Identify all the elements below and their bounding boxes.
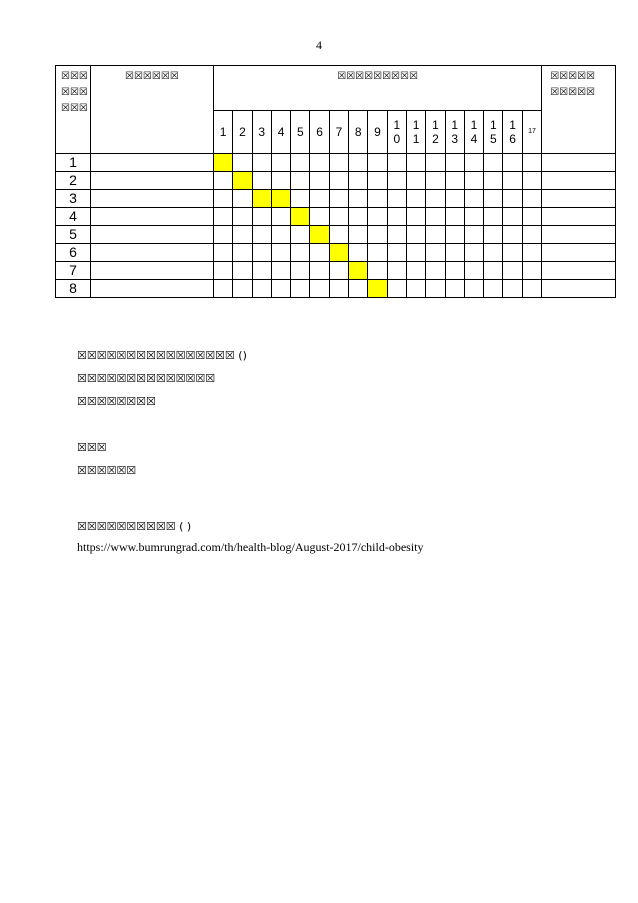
timeline-cell — [291, 280, 310, 298]
timeline-cell — [233, 154, 252, 172]
timeline-cell — [503, 172, 522, 190]
timeline-cell — [329, 208, 348, 226]
timeline-cell-filled — [310, 226, 329, 244]
section-1-line: ☒☒☒☒☒☒ — [77, 464, 137, 477]
header-responsible-line-1: ☒☒☒☒☒ — [550, 71, 596, 82]
timeline-cell — [503, 226, 522, 244]
timeline-cell — [484, 244, 503, 262]
row-number: 7 — [56, 262, 91, 280]
timeline-cell — [349, 226, 368, 244]
responsible-cell — [542, 226, 616, 244]
timeline-cell — [406, 208, 425, 226]
column-number-9: 9 — [368, 111, 387, 154]
column-number-digit: 6 — [509, 132, 516, 146]
column-number-digit: 1 — [470, 118, 478, 132]
timeline-cell — [445, 280, 464, 298]
timeline-cell — [271, 280, 290, 298]
activity-cell — [91, 280, 214, 298]
table-row — [56, 172, 616, 190]
timeline-cell — [233, 190, 252, 208]
row-number: 5 — [56, 226, 91, 244]
timeline-cell — [387, 154, 406, 172]
column-number-3: 3 — [252, 111, 271, 154]
timeline-cell — [484, 154, 503, 172]
timeline-cell — [503, 190, 522, 208]
responsible-cell — [542, 280, 616, 298]
header-responsible-line-2: ☒☒☒☒☒ — [550, 87, 596, 98]
timeline-cell — [271, 262, 290, 280]
header-order-line-1: ☒☒☒ — [61, 71, 88, 82]
table-row — [56, 208, 616, 226]
page-number: 4 — [316, 38, 322, 52]
timeline-cell — [252, 172, 271, 190]
activity-cell — [91, 172, 214, 190]
timeline-cell-filled — [349, 262, 368, 280]
timeline-cell — [426, 244, 445, 262]
column-number-10 — [387, 111, 406, 154]
timeline-cell — [503, 244, 522, 262]
timeline-cell — [233, 280, 252, 298]
column-number-5: 5 — [291, 111, 310, 154]
timeline-cell-filled — [252, 190, 271, 208]
section-1-line: ☒☒☒☒☒☒☒☒☒☒☒☒☒☒☒☒ () — [77, 349, 247, 362]
timeline-cell-filled — [368, 280, 387, 298]
activity-cell — [91, 226, 214, 244]
timeline-cell — [426, 154, 445, 172]
timeline-cell — [368, 262, 387, 280]
column-number-8: 8 — [349, 111, 368, 154]
timeline-cell — [329, 262, 348, 280]
column-number-17: 17 — [522, 111, 541, 154]
timeline-cell — [349, 154, 368, 172]
row-number: 6 — [56, 244, 91, 262]
timeline-cell — [310, 244, 329, 262]
column-number-11 — [406, 111, 425, 154]
timeline-cell — [310, 208, 329, 226]
column-number-13 — [445, 111, 464, 154]
timeline-cell — [426, 280, 445, 298]
responsible-cell — [542, 154, 616, 172]
timeline-cell — [406, 154, 425, 172]
responsible-cell — [542, 172, 616, 190]
timeline-cell — [464, 190, 483, 208]
column-number-digit: 2 — [432, 132, 439, 146]
timeline-cell — [349, 244, 368, 262]
table-row — [56, 190, 616, 208]
timeline-cell — [445, 208, 464, 226]
header-cell-responsible — [542, 66, 616, 154]
timeline-cell — [329, 172, 348, 190]
timeline-cell — [445, 154, 464, 172]
timeline-cell — [503, 280, 522, 298]
timeline-cell — [368, 190, 387, 208]
column-number-digit: 0 — [393, 132, 401, 146]
timeline-cell — [445, 226, 464, 244]
timeline-cell — [406, 172, 425, 190]
timeline-cell — [406, 262, 425, 280]
activity-cell — [91, 262, 214, 280]
header-activity-label: ☒☒☒☒☒☒ — [125, 71, 179, 82]
timeline-cell — [406, 244, 425, 262]
timeline-cell — [426, 172, 445, 190]
column-number-digit: 5 — [489, 132, 497, 146]
timeline-cell — [522, 208, 541, 226]
timeline-cell-filled — [233, 172, 252, 190]
timeline-cell — [464, 172, 483, 190]
timeline-cell — [291, 154, 310, 172]
timeline-cell — [445, 262, 464, 280]
timeline-cell — [426, 208, 445, 226]
timeline-cell — [445, 190, 464, 208]
timeline-cell — [503, 262, 522, 280]
column-number-digit: 4 — [470, 132, 478, 146]
timeline-cell-filled — [214, 154, 233, 172]
responsible-cell — [542, 262, 616, 280]
column-number-4: 4 — [271, 111, 290, 154]
timeline-cell — [329, 280, 348, 298]
reference-url[interactable]: https://www.bumrungrad.com/th/health-blog/August-2017/child-obesity — [77, 540, 424, 554]
timeline-cell — [387, 226, 406, 244]
timeline-cell — [368, 172, 387, 190]
timeline-cell — [271, 226, 290, 244]
column-number-digit: 1 — [412, 118, 420, 132]
header-cell-activity — [91, 66, 214, 154]
timeline-cell — [522, 262, 541, 280]
timeline-cell — [233, 226, 252, 244]
timeline-cell — [271, 172, 290, 190]
column-number-6: 6 — [310, 111, 329, 154]
timeline-cell — [464, 154, 483, 172]
timeline-cell — [406, 280, 425, 298]
timeline-cell — [522, 190, 541, 208]
timeline-cell — [387, 280, 406, 298]
timeline-cell — [368, 208, 387, 226]
timeline-cell — [522, 280, 541, 298]
row-number: 2 — [56, 172, 91, 190]
timeline-cell — [368, 154, 387, 172]
timeline-cell — [271, 208, 290, 226]
timeline-cell — [310, 280, 329, 298]
timeline-cell — [522, 172, 541, 190]
timeline-cell — [310, 262, 329, 280]
timeline-cell — [329, 154, 348, 172]
timeline-cell — [291, 244, 310, 262]
column-number-digit: 1 — [412, 132, 420, 146]
timeline-cell — [252, 244, 271, 262]
column-number-16 — [503, 111, 522, 154]
section-1-line: ☒☒☒☒☒☒☒☒ — [77, 395, 156, 408]
column-number-digit: 1 — [509, 118, 516, 132]
timeline-cell — [271, 244, 290, 262]
header-responsible-label — [550, 69, 595, 101]
timeline-cell — [406, 226, 425, 244]
timeline-cell — [387, 172, 406, 190]
reference-heading: ☒☒☒☒☒☒☒☒☒☒ ( ) — [77, 520, 192, 533]
section-1-line: ☒☒☒ — [77, 441, 107, 454]
timeline-cell — [214, 244, 233, 262]
timeline-cell — [522, 244, 541, 262]
timeline-cell — [349, 190, 368, 208]
timeline-cell — [291, 262, 310, 280]
table-row — [56, 226, 616, 244]
timeline-cell — [349, 208, 368, 226]
row-number: 8 — [56, 280, 91, 298]
timeline-cell — [252, 226, 271, 244]
section-2 — [77, 515, 191, 538]
timeline-cell — [426, 190, 445, 208]
column-number-14 — [464, 111, 483, 154]
timeline-cell — [252, 154, 271, 172]
row-number: 3 — [56, 190, 91, 208]
activity-cell — [91, 244, 214, 262]
section-1-line — [77, 413, 247, 436]
timeline-cell — [406, 190, 425, 208]
timeline-cell — [522, 154, 541, 172]
timeline-cell — [464, 262, 483, 280]
column-number-1: 1 — [214, 111, 233, 154]
timeline-cell — [368, 226, 387, 244]
column-number-digit: 1 — [432, 118, 439, 132]
timeline-cell — [464, 280, 483, 298]
timeline-cell — [252, 208, 271, 226]
timeline-cell — [233, 244, 252, 262]
timeline-cell — [503, 154, 522, 172]
header-order-label — [61, 69, 88, 117]
timeline-cell — [214, 262, 233, 280]
row-number: 1 — [56, 154, 91, 172]
timeline-cell — [484, 172, 503, 190]
timeline-cell — [484, 226, 503, 244]
timeline-cell — [349, 280, 368, 298]
timeline-cell — [387, 244, 406, 262]
timeline-cell — [445, 244, 464, 262]
header-order-line-3: ☒☒☒ — [61, 103, 88, 114]
column-number-digit: 1 — [451, 118, 459, 132]
timeline-cell — [252, 280, 271, 298]
timeline-cell — [464, 244, 483, 262]
timeline-cell — [522, 226, 541, 244]
timeline-cell — [426, 262, 445, 280]
timeline-cell-filled — [291, 208, 310, 226]
column-number-digit: 1 — [489, 118, 497, 132]
column-number-7: 7 — [329, 111, 348, 154]
timeline-cell — [310, 172, 329, 190]
timeline-cell — [503, 208, 522, 226]
timeline-cell — [214, 190, 233, 208]
timeline-cell — [387, 262, 406, 280]
table-row — [56, 262, 616, 280]
timeline-cell — [329, 226, 348, 244]
table-header-row — [56, 66, 616, 111]
timeline-cell — [484, 262, 503, 280]
timeline-cell — [291, 190, 310, 208]
table-row — [56, 154, 616, 172]
header-order-line-2: ☒☒☒ — [61, 87, 88, 98]
timeline-cell — [214, 172, 233, 190]
table-row — [56, 244, 616, 262]
timeline-cell — [291, 172, 310, 190]
activity-cell — [91, 190, 214, 208]
timeline-cell — [464, 208, 483, 226]
responsible-cell — [542, 244, 616, 262]
timeline-cell — [426, 226, 445, 244]
timeline-cell — [484, 190, 503, 208]
timeline-cell — [310, 190, 329, 208]
responsible-cell — [542, 208, 616, 226]
timeline-cell — [291, 226, 310, 244]
row-number: 4 — [56, 208, 91, 226]
responsible-cell — [542, 190, 616, 208]
activity-cell — [91, 208, 214, 226]
timeline-cell — [464, 226, 483, 244]
column-number-15 — [484, 111, 503, 154]
timeline-cell — [387, 208, 406, 226]
column-number-digit: 3 — [451, 132, 459, 146]
timeline-cell — [329, 190, 348, 208]
timeline-cell — [214, 208, 233, 226]
section-1-line: ☒☒☒☒☒☒☒☒☒☒☒☒☒☒ — [77, 372, 216, 385]
header-period-label: ☒☒☒☒☒☒☒☒☒ — [337, 71, 418, 82]
timeline-cell — [484, 280, 503, 298]
timeline-cell — [368, 244, 387, 262]
timeline-cell-filled — [329, 244, 348, 262]
timeline-cell — [233, 262, 252, 280]
timeline-cell — [271, 154, 290, 172]
timeline-cell — [233, 208, 252, 226]
timeline-cell — [310, 154, 329, 172]
timeline-cell — [349, 172, 368, 190]
column-number-digit: 1 — [393, 118, 401, 132]
timeline-cell — [484, 208, 503, 226]
section-1 — [77, 344, 247, 482]
timeline-cell — [445, 172, 464, 190]
table-row — [56, 280, 616, 298]
schedule-table — [55, 65, 616, 298]
column-number-12 — [426, 111, 445, 154]
timeline-cell — [252, 262, 271, 280]
timeline-cell-filled — [271, 190, 290, 208]
timeline-cell — [214, 280, 233, 298]
timeline-cell — [387, 190, 406, 208]
column-number-2: 2 — [233, 111, 252, 154]
activity-cell — [91, 154, 214, 172]
header-cell-period — [214, 66, 542, 111]
timeline-cell — [214, 226, 233, 244]
header-cell-order — [56, 66, 91, 154]
